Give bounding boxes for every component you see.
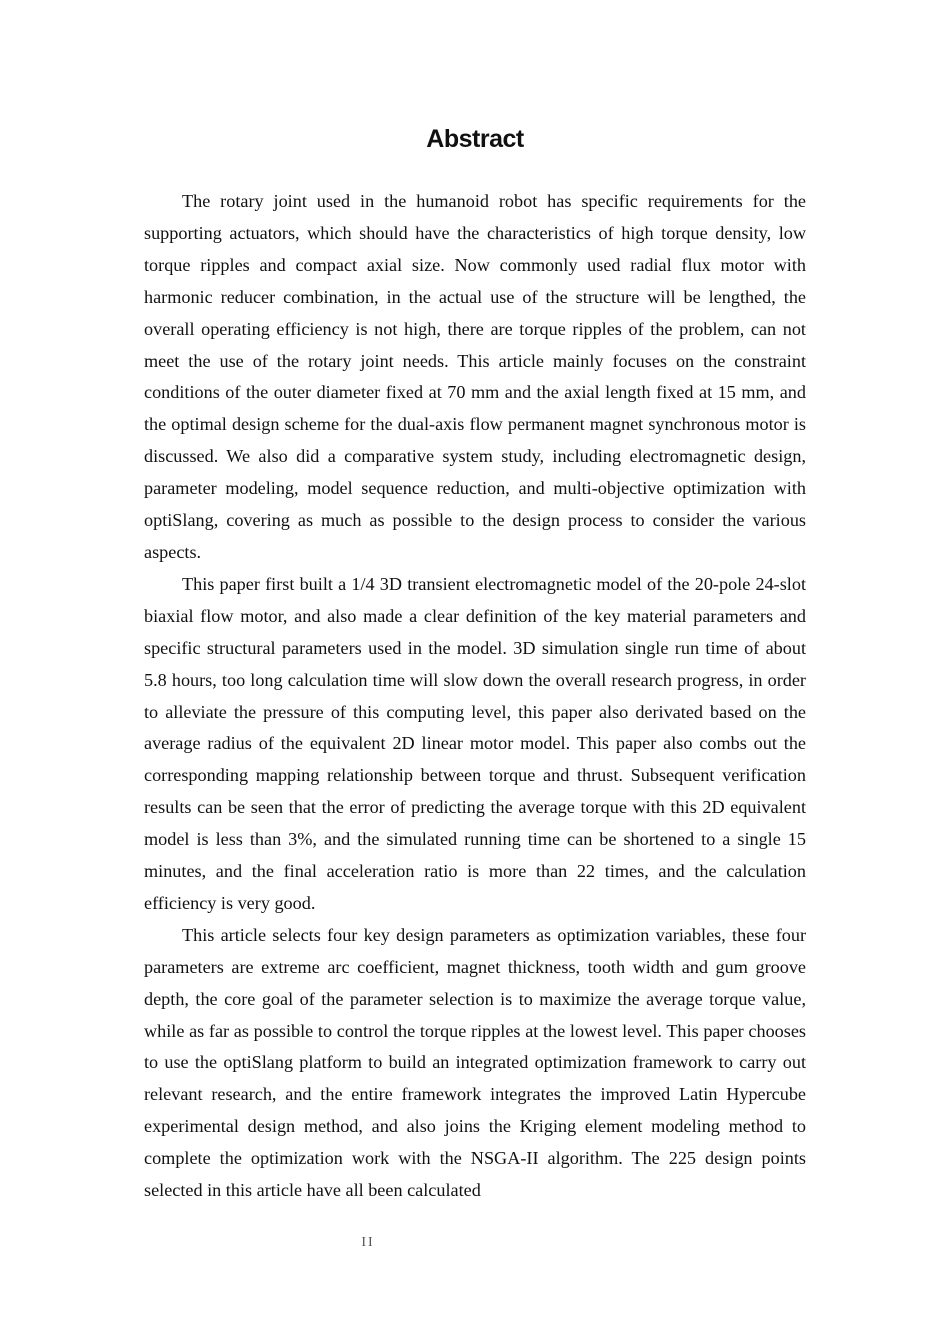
paragraph-3: This article selects four key design parameters as optimization variables, these four parameters are extreme arc coefficient, magnet thickness, tooth width and gum groove depth, the core goal of the parameter selection is to maximize the average torque value, while as far as possible to control the torque ripples at the lowest level. This paper chooses to use the optiSlang platform to build an integrated optimization framework to carry out relevant research, and the entire framework integrates the improved Latin Hypercube experimental design method, and also joins the Kriging element modeling method to complete the optimization work with the NSGA-II algorithm. The 225 design points selected in this article have all been calculated [144, 924, 806, 1201]
paragraph-2: This paper first built a 1/4 3D transient electromagnetic model of the 20-pole 24-slot biaxial flow motor, and also made a clear definition of the key material parameters and specific structural parameters used in the model. 3D simulation single run time of about 5.8 hours, too long calculation time will slow down the overall research progress, in order to alleviate the pressure of this computing level, this paper also derivated based on the average radius of the equivalent 2D linear motor model. This paper also combs out the corresponding mapping relationship between torque and thrust. Subsequent verification results can be seen that the error of predicting the average torque with this 2D equivalent model is less than 3%, and the simulated running time can be shortened to a single 15 minutes, and the final acceleration ratio is more than 22 times, and the calculation efficiency is very good. [144, 573, 806, 913]
paragraph-1: The rotary joint used in the humanoid robot has specific requirements for the supporting actuators, which should have the characteristics of high torque density, low torque ripples and compact axial size. Now commonly used radial flux motor with harmonic reducer combination, in the actual use of the structure will be lengthed, the overall operating efficiency is not high, there are torque ripples of the problem, can not meet the use of the rotary joint needs. This article mainly focuses on the constraint conditions of the outer diameter fixed at 70 mm and the axial length fixed at 15 mm, and the optimal design scheme for the dual-axis flow permanent magnet synchronous motor is discussed. We also did a comparative system study, including electromagnetic design, parameter modeling, model sequence reduction, and multi-objective optimization with optiSlang, covering as much as possible to the design process to consider the various aspects. [144, 191, 806, 562]
page-title: Abstract [426, 125, 524, 153]
abstract-body [144, 186, 806, 1207]
page-number: II [361, 1235, 375, 1250]
